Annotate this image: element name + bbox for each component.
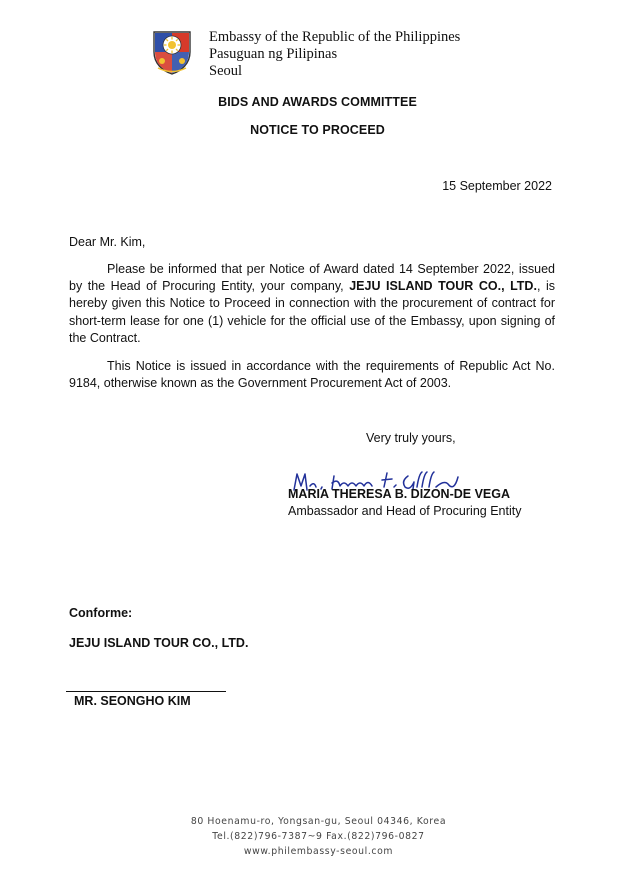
conforme-company: JEJU ISLAND TOUR CO., LTD.	[69, 636, 249, 650]
signatory-name: MARIA THERESA B. DIZON-DE VEGA	[288, 487, 510, 501]
embassy-name-filipino: Pasuguan ng Pilipinas	[209, 46, 338, 62]
notice-title: NOTICE TO PROCEED	[250, 123, 385, 137]
conforme-label: Conforme:	[69, 606, 133, 620]
p1-intro-text: Please be informed that per Notice of Award dated 14 September 2022, issued by the Head of Procuring Entity, your company,	[69, 262, 555, 294]
salutation: Dear Mr. Kim,	[69, 235, 146, 249]
philippine-seal-icon	[148, 28, 196, 76]
footer-address: 80 Hoenamu-ro, Yongsan-gu, Seoul 04346, Korea	[190, 816, 447, 827]
conforme-signature-line	[66, 691, 226, 692]
footer-phones: Tel.(822)796-7387~9 Fax.(822)796-0827	[212, 831, 425, 842]
p1-company-name: JEJU ISLAND TOUR CO., LTD.	[349, 279, 537, 294]
body-paragraph-1	[69, 261, 555, 347]
p1-rest-text: , is hereby given this Notice to Proceed in connection with the procurement of contract for short-term lease for one (1) vehicle for the official use of the Embassy, upon signing of the Contract.	[69, 279, 555, 345]
committee-heading: BIDS AND AWARDS COMMITTEE	[218, 95, 417, 109]
footer-website: www.philembassy-seoul.com	[243, 846, 394, 857]
embassy-name-english: Embassy of the Republic of the Philippines	[209, 29, 461, 45]
letterhead	[209, 29, 460, 80]
conforme-representative: MR. SEONGHO KIM	[74, 694, 191, 708]
signatory-title: Ambassador and Head of Procuring Entity	[288, 504, 522, 518]
complimentary-closing: Very truly yours,	[366, 431, 456, 445]
letter-date: 15 September 2022	[442, 179, 552, 193]
embassy-city: Seoul	[209, 63, 243, 79]
body-paragraph-2: This Notice is issued in accordance with the requirements of Republic Act No. 9184, otherwise known as the Government Procurement Act of 2003.	[69, 359, 555, 391]
